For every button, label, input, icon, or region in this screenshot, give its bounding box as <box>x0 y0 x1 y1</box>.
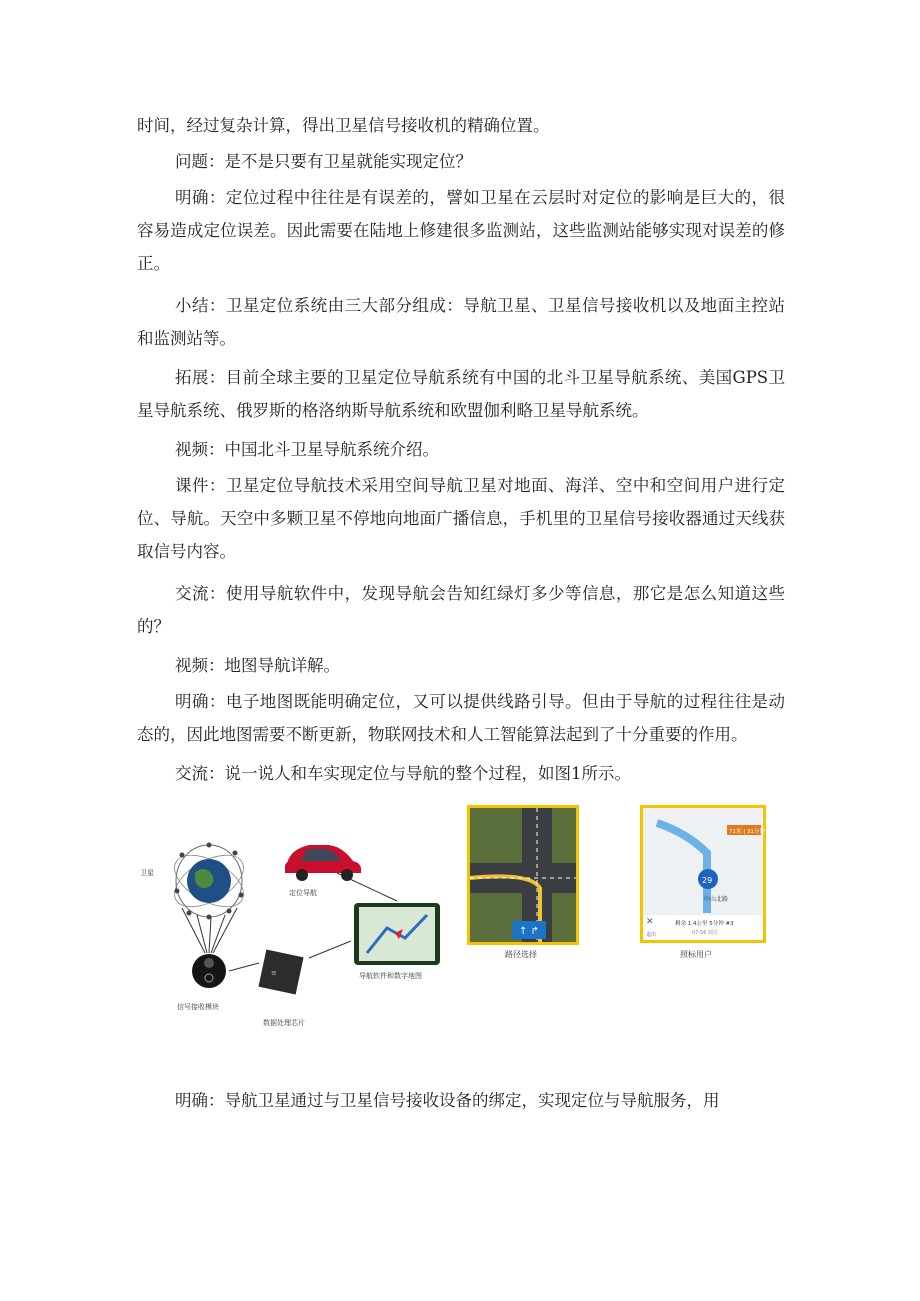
route-caption: 路径选择 <box>505 950 537 959</box>
chip-icon <box>258 949 303 994</box>
tablet-icon <box>354 903 440 965</box>
receiver-icon <box>192 954 226 988</box>
paragraph-7: 课件：卫星定位导航技术采用空间导航卫星对地面、海洋、空中和空间用户进行定位、导航。天空中多颗卫星不停地向地面广播信息，手机里的卫星信号接收器通过天线获取信号内容。 <box>137 476 785 561</box>
svg-text:≡: ≡ <box>271 969 277 977</box>
car-icon <box>285 845 361 881</box>
software-label: 导航软件和数字地图 <box>359 972 422 980</box>
paragraph-3: 明确：定位过程中往往是有误差的，譬如卫星在云层时对定位的影响是巨大的，很容易造成定位误差。因此需要在陆地上修建很多监测站，这些监测站能够实现对误差的修正。 <box>137 188 785 273</box>
paragraph-4: 小结：卫星定位系统由三大部分组成：导航卫星、卫星信号接收机以及地面主控站和监测站等。 <box>137 296 785 348</box>
paragraph-8: 交流：使用导航软件中，发现导航会告知红绿灯多少等信息，那它是怎么知道这些的？ <box>137 584 785 636</box>
paragraph-2: 问题：是不是只要有卫星就能实现定位？ <box>175 152 472 171</box>
phone-exit: 退出 <box>646 932 657 938</box>
figure-1 <box>137 803 777 1033</box>
phone-image <box>640 805 766 943</box>
phone-place: 中山北路 <box>704 896 729 903</box>
figure-diagram <box>137 803 777 1033</box>
satellite-label: 卫星 <box>140 869 154 877</box>
phone-speed: 29 <box>702 876 713 885</box>
receiver-label: 信号接收模块 <box>177 1003 219 1011</box>
chip-label: 数据处理芯片 <box>263 1019 305 1027</box>
paragraph-11: 交流：说一说人和车实现定位与导航的整个过程，如图1所示。 <box>175 764 631 783</box>
paragraph-5: 拓展：目前全球主要的卫星定位导航系统有中国的北斗卫星导航系统、美国GPS卫星导航系统、俄罗斯的格洛纳斯导航系统和欧盟伽利略卫星导航系统。 <box>137 368 785 420</box>
arrow-2 <box>309 941 351 958</box>
svg-text:↑ ↱: ↑ ↱ <box>519 926 539 937</box>
car-label: 定位导航 <box>289 889 317 897</box>
paragraph-12: 明确：导航卫星通过与卫星信号接收设备的绑定，实现定位与导航服务，用 <box>175 1091 720 1110</box>
phone-time: 71米 | 31分钟 <box>729 829 765 835</box>
paragraph-10: 明确：电子地图既能明确定位，又可以提供线路引导。但由于导航的过程往往是动态的，因此地图需要不断更新，物联网技术和人工智能算法起到了十分重要的作用。 <box>137 692 785 744</box>
phone-eta: 07:56 到达 <box>692 930 718 936</box>
close-icon: ✕ <box>646 917 654 927</box>
paragraph-6: 视频：中国北斗卫星导航系统介绍。 <box>175 440 439 459</box>
route-image <box>467 805 579 945</box>
user-caption: 照标用户 <box>680 950 712 959</box>
paragraph-9: 视频：地图导航详解。 <box>175 656 340 675</box>
arrow-1 <box>229 963 259 971</box>
paragraph-1: 时间，经过复杂计算，得出卫星信号接收机的精确位置。 <box>137 116 550 135</box>
phone-remaining: 剩余 1.4公里 5分钟 #3 <box>675 921 734 927</box>
earth-satellites-icon <box>166 843 252 920</box>
